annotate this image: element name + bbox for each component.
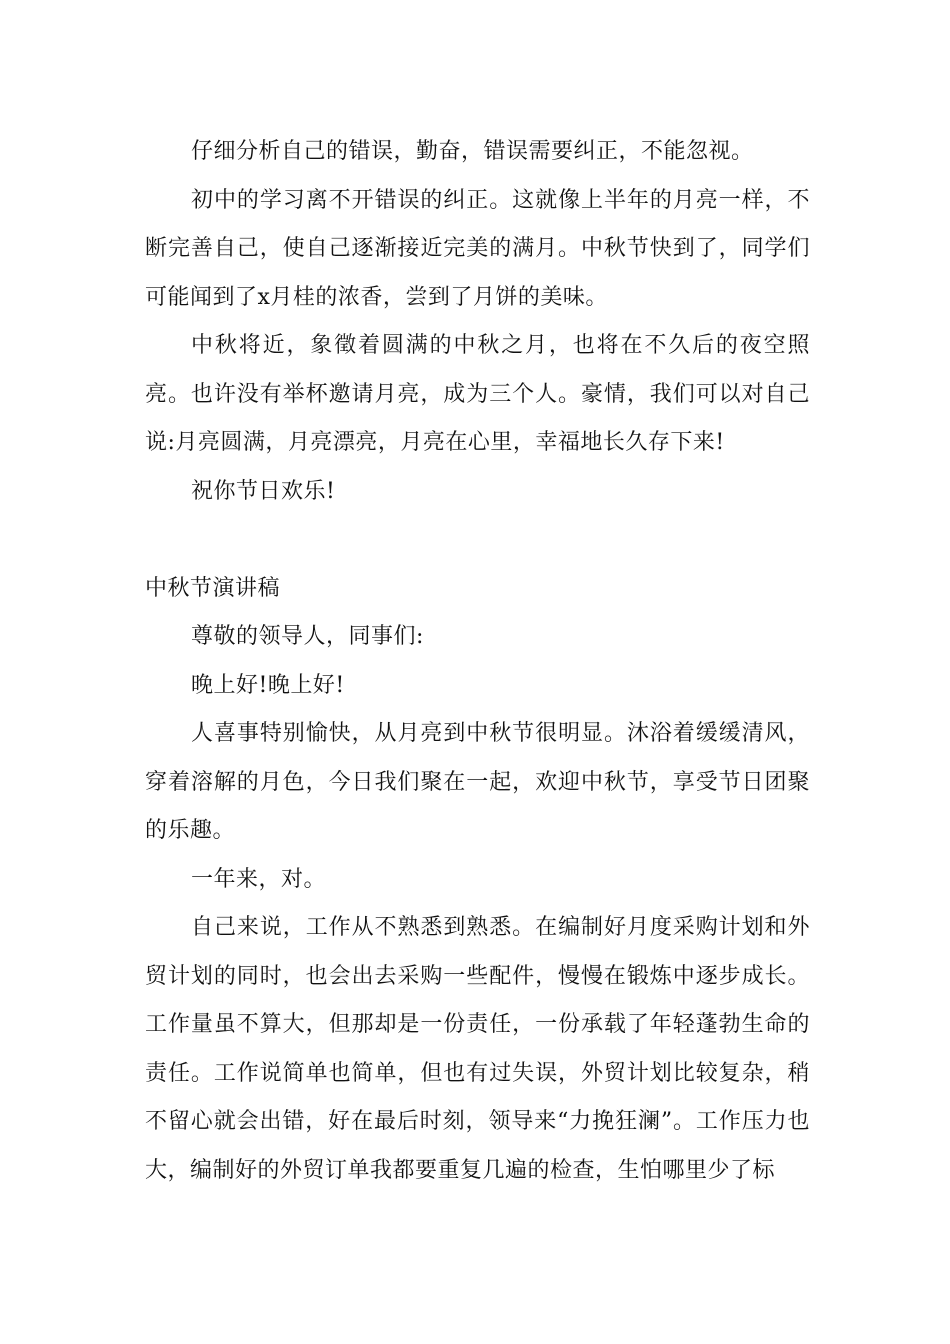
paragraph: 初中的学习离不开错误的纠正。这就像上半年的月亮一样，不断完善自己，使自己逐渐接近完美的满月。中秋节快到了，同学们可能闻到了x月桂的浓香，尝到了月饼的美味。 [145,187,810,310]
paragraph: 人喜事特别愉快，从月亮到中秋节很明显。沐浴着缓缓清风，穿着溶解的月色，今日我们聚在一起，欢迎中秋节，享受节日团聚的乐趣。 [145,721,810,843]
paragraph: 中秋将近，象徵着圆满的中秋之月，也将在不久后的夜空照亮。也许没有举杯邀请月亮，成为三个人。豪情，我们可以对自己说:月亮圆满，月亮漂亮，月亮在心里，幸福地长久存下来! [145,333,810,455]
paragraph: 仔细分析自己的错误，勤奋，错误需要纠正，不能忽视。 [191,139,754,164]
paragraph: 尊敬的领导人，同事们: [191,624,424,649]
paragraph: 自己来说，工作从不熟悉到熟悉。在编制好月度采购计划和外贸计划的同时，也会出去采购一些配件，慢慢在锻炼中逐步成长。工作量虽不算大，但那却是一份责任，一份承载了年轻蓬勃生命的责任。工作说简单也简单，但也有过失误，外贸计划比较复杂，稍不留心就会出错，好在最后时刻，领导来“力挽狂澜”。工作压力也大，编制好的外贸订单我都要重复几遍的检查，生怕哪里少了标 [145,915,810,1183]
section-title: 中秋节演讲稿 [145,575,281,601]
paragraph: 祝你节日欢乐! [191,478,336,504]
blank-line [145,516,810,565]
paragraph: 晚上好!晚上好! [191,672,345,698]
document-body [145,128,810,1195]
paragraph: 一年来，对。 [191,866,327,892]
